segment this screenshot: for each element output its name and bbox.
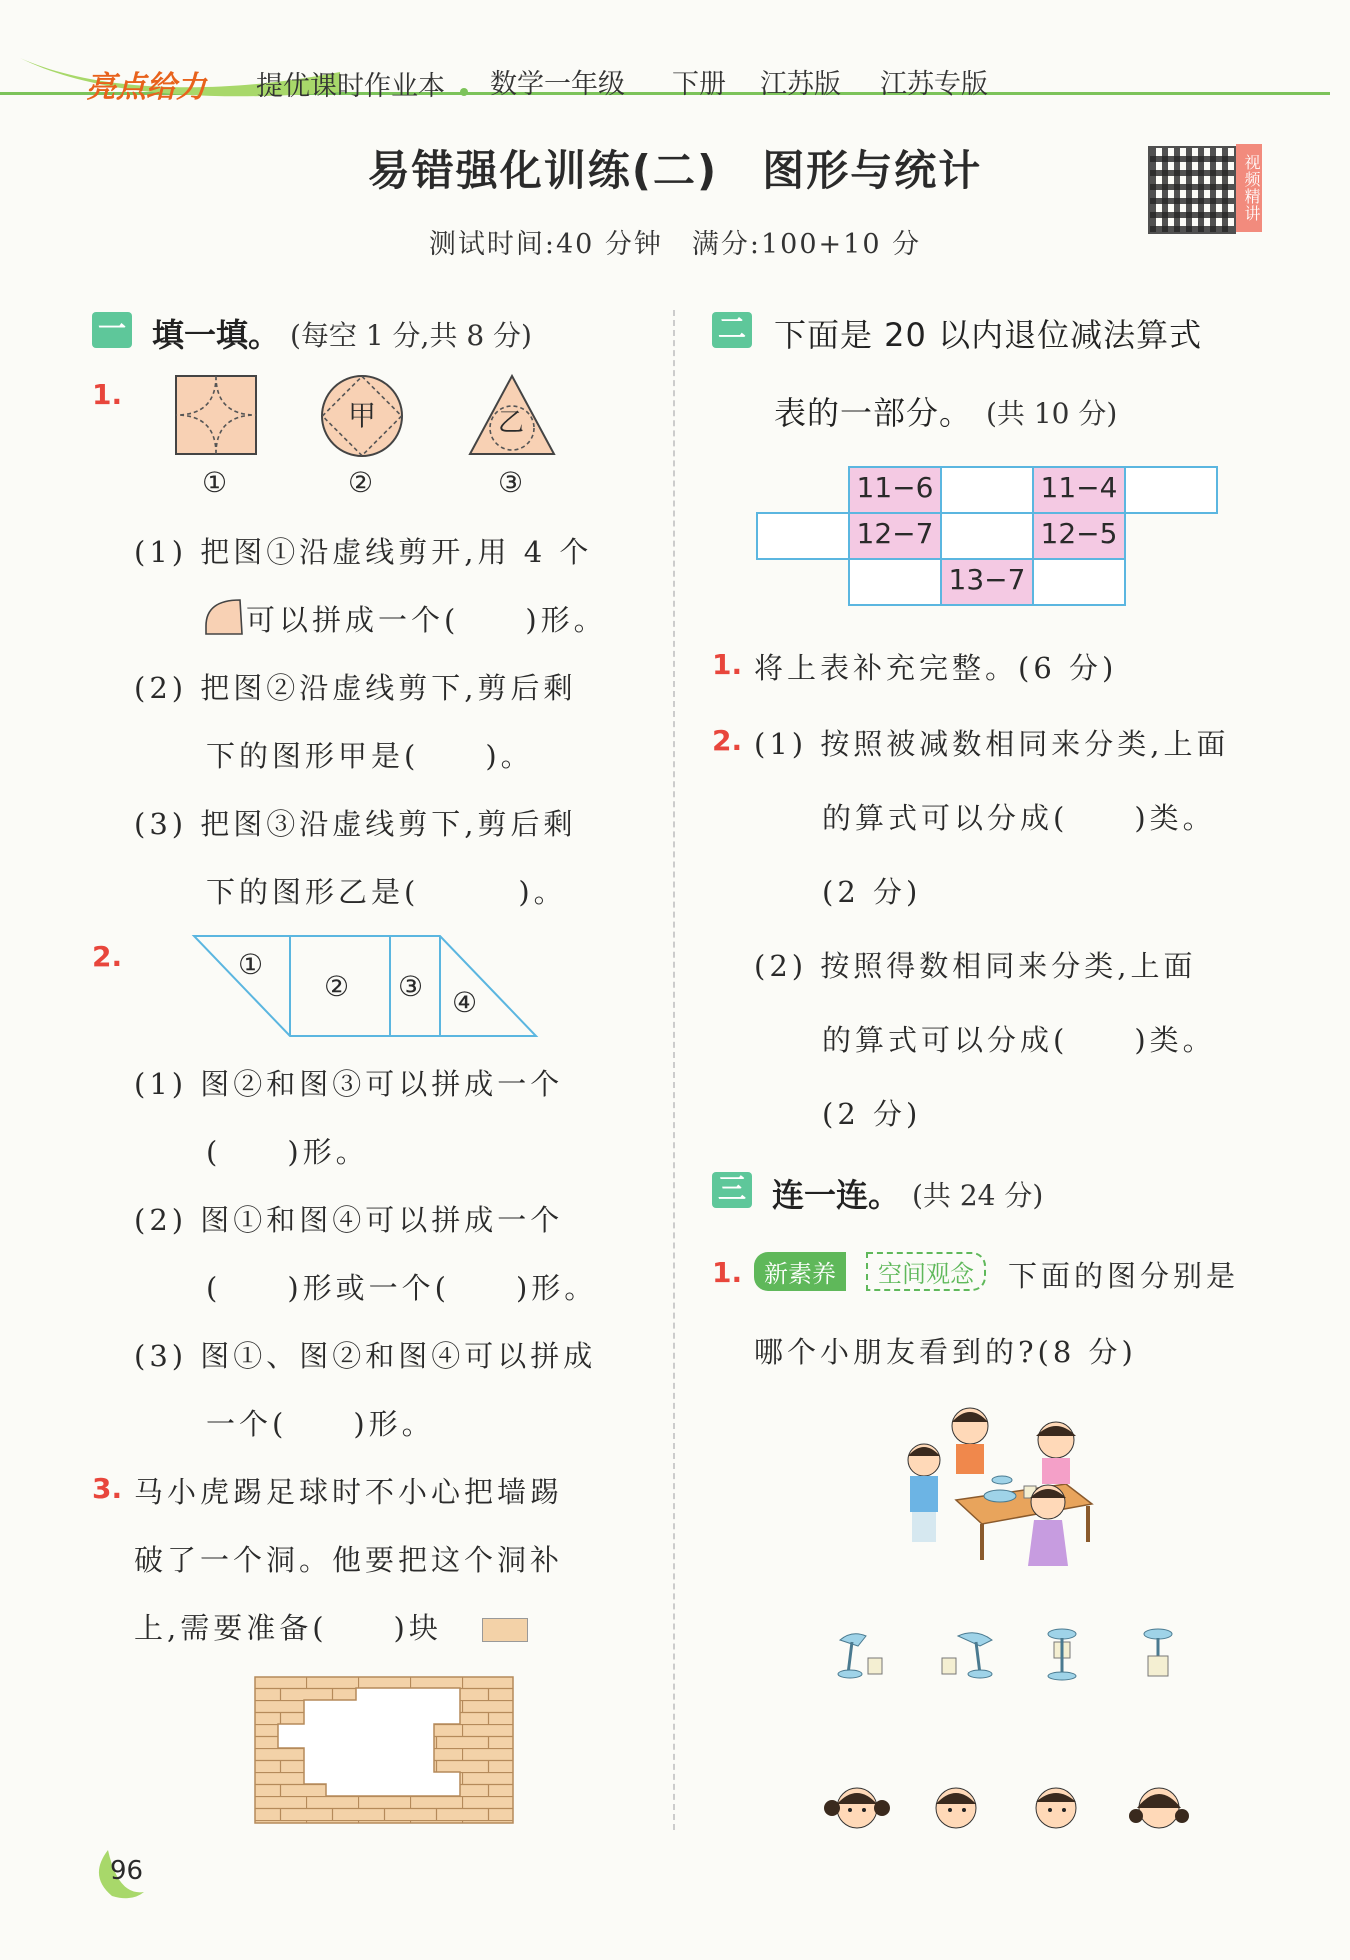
q2-number: 2. [92,940,123,973]
s2-q2-part1-score: (2 分) [822,875,922,909]
q1-part2-line1: (2) 把图②沿虚线剪下,剪后剩 [134,671,577,705]
s2-q2-part1-line1: (1) 按照被减数相同来分类,上面 [754,727,1230,761]
q1-part3-line1: (3) 把图③沿虚线剪下,剪后剩 [134,807,577,841]
q2-part3-line1: (3) 图①、图②和图④可以拼成 [134,1339,597,1373]
section3-note: (共 24 分) [912,1179,1044,1212]
child-head-1-icon [822,1778,892,1836]
q1-part3-line2: 下的图形乙是( )。 [206,875,567,909]
children-table-illustration [896,1400,1102,1596]
q1-part1-line1: (1) 把图①沿虚线剪开,用 4 个 [134,535,593,569]
section3-badge: 三 [712,1172,752,1208]
shape-label-2: ② [348,466,374,499]
column-divider [673,310,675,1830]
section1-badge: 一 [92,312,132,348]
header-dot [460,88,468,96]
page-number: 96 [110,1856,144,1886]
section2-note: (共 10 分) [986,397,1118,430]
table-cell-empty[interactable] [1032,558,1126,606]
s2-q1-text: 将上表补充完整。(6 分) [754,651,1118,685]
piece-label-1: ① [238,948,264,981]
piece-label-3: ③ [398,970,424,1003]
s3-q1-number: 1. [712,1256,743,1289]
s2-q2-part1-line2: 的算式可以分成( )类。 [822,801,1216,835]
q1-part1-line2: 可以拼成一个( )形。 [246,603,607,637]
table-cell-empty[interactable] [1124,466,1218,514]
brand-subtitle: 提优课时作业本 [256,71,445,102]
brick-icon [482,1618,528,1642]
q2-part1-line1: (1) 图②和图③可以拼成一个 [134,1067,564,1101]
table-cell: 11−4 [1032,466,1126,514]
section1-title: 填一填。 [152,316,281,354]
table-cell-empty[interactable] [848,558,942,606]
child-head-2-icon [928,1778,984,1836]
header-volume: 下册 [672,69,726,100]
piece-label-4: ④ [452,986,478,1019]
section1-note: (每空 1 分,共 8 分) [290,319,532,352]
s3-q1-line2: 哪个小朋友看到的?(8 分) [754,1335,1137,1369]
table-cell-empty[interactable] [940,466,1034,514]
s2-q1-number: 1. [712,648,743,681]
square-shape [172,372,262,458]
table-cell: 12−5 [1032,512,1126,560]
table-cell: 12−7 [848,512,942,560]
brand-logo: 亮点给力 [86,70,206,105]
q3-number: 3. [92,1472,123,1505]
triangle-char: 乙 [498,408,525,438]
view-1-icon [836,1628,888,1680]
s2-q2-part2-score: (2 分) [822,1097,922,1131]
view-3-icon [1042,1626,1082,1682]
video-tag[interactable]: 视频精讲 [1236,144,1262,232]
s2-q2-part2-line2: 的算式可以分成( )类。 [822,1023,1216,1057]
view-4-icon [1138,1626,1178,1682]
section2-badge: 二 [712,312,752,348]
header-special: 江苏专版 [880,69,988,100]
q3-line1: 马小虎踢足球时不小心把墙踢 [134,1475,564,1509]
child-head-4-icon [1124,1778,1194,1836]
s3-q1-line1: 下面的图分别是 [1008,1259,1240,1293]
q3-line2: 破了一个洞。他要把这个洞补 [134,1543,564,1577]
test-info: 测试时间:40 分钟 满分:100+10 分 [428,229,922,260]
q2-part2-line2: ( )形或一个( )形。 [206,1271,598,1305]
section2-title-line1: 下面是 20 以内退位减法算式 [774,316,1203,354]
table-cell: 11−6 [848,466,942,514]
page-title: 易错强化训练(二) 图形与统计 [367,146,983,195]
q1-number: 1. [92,378,123,411]
header-edition: 江苏版 [760,69,841,100]
s2-q2-part2-line1: (2) 按照得数相同来分类,上面 [754,949,1197,983]
brick-wall-hole [254,1676,514,1824]
q2-part1-line2: ( )形。 [206,1135,369,1169]
quarter-piece-icon [202,596,246,636]
table-cell-empty[interactable] [940,512,1034,560]
q2-part2-line1: (2) 图①和图④可以拼成一个 [134,1203,564,1237]
s2-q2-number: 2. [712,724,743,757]
q2-part3-line2: 一个( )形。 [206,1407,435,1441]
circle-char: 甲 [348,399,377,432]
new-literacy-badge: 新素养 [754,1252,846,1291]
child-head-3-icon [1028,1778,1084,1836]
qr-code-icon[interactable] [1148,146,1236,234]
table-cell-empty[interactable] [756,512,850,560]
q3-line3: 上,需要准备( )块 [134,1611,442,1645]
shape-label-3: ③ [498,466,524,499]
section3-title: 连一连。 [772,1176,901,1214]
q1-part2-line2: 下的图形甲是( )。 [206,739,534,773]
spatial-concept-badge: 空间观念 [866,1252,986,1291]
section2-title-line2: 表的一部分。 [774,394,973,432]
piece-label-2: ② [324,970,350,1003]
view-2-icon [936,1628,996,1680]
header-subject: 数学一年级 [490,69,625,100]
shape-label-1: ① [202,466,228,499]
table-cell: 13−7 [940,558,1034,606]
